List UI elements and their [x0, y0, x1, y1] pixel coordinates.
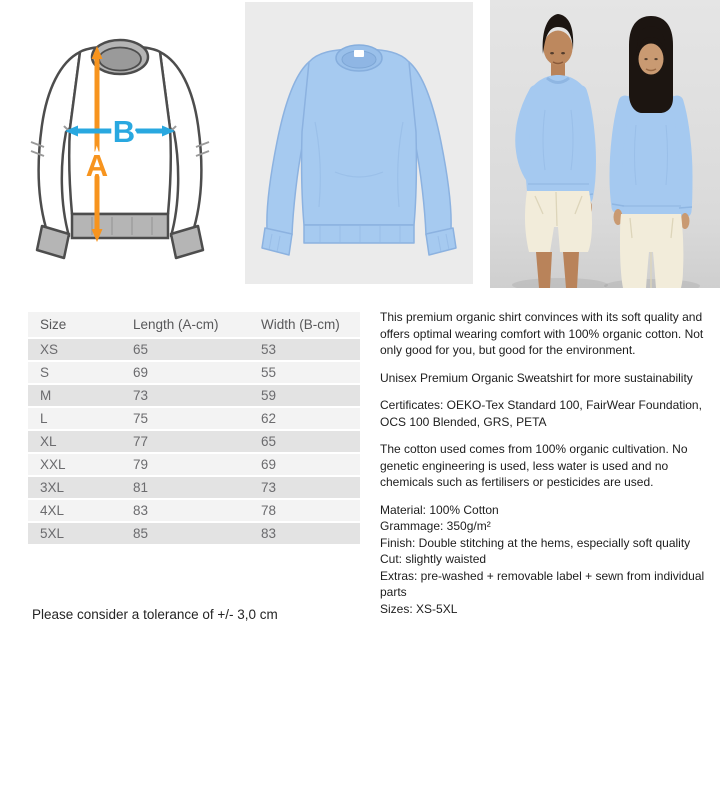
size-cell: S: [28, 361, 121, 384]
product-photo-flat: [245, 2, 473, 284]
size-cell: XXL: [28, 453, 121, 476]
size-diagram-svg: [0, 0, 240, 290]
col-header-size: Size: [28, 312, 121, 338]
width-cell: 73: [249, 476, 360, 499]
width-cell: 55: [249, 361, 360, 384]
spec-finish: Finish: Double stitching at the hems, especially soft quality: [380, 535, 691, 550]
size-cell: XL: [28, 430, 121, 453]
spec-cut: Cut: slightly waisted: [380, 552, 487, 566]
label-a: A: [85, 148, 109, 183]
length-cell: 73: [121, 384, 249, 407]
width-cell: 83: [249, 522, 360, 545]
spec-sizes: Sizes: XS-5XL: [380, 601, 458, 616]
spec-extras: Extras: pre-washed + removable label + sewn from individual parts: [380, 568, 705, 599]
table-row-xxl: [28, 453, 360, 476]
description-product-name: Unisex Premium Organic Sweatshirt for more sustainability: [380, 370, 693, 385]
width-cell: 53: [249, 338, 360, 361]
table-row-xs: [28, 338, 360, 361]
flat-sweatshirt-svg: [245, 2, 473, 284]
length-cell: 79: [121, 453, 249, 476]
size-cell: M: [28, 384, 121, 407]
width-cell: 69: [249, 453, 360, 476]
length-cell: 75: [121, 407, 249, 430]
length-cell: 65: [121, 338, 249, 361]
size-cell: L: [28, 407, 121, 430]
size-cell: 4XL: [28, 499, 121, 522]
col-header-width: Width (B-cm): [249, 312, 360, 338]
tolerance-note: Please consider a tolerance of +/- 3,0 cm: [32, 607, 278, 622]
label-b: B: [112, 114, 136, 149]
neck-label: [354, 50, 364, 57]
size-diagram-image: [0, 0, 240, 290]
length-cell: 85: [121, 522, 249, 545]
size-cell: XS: [28, 338, 121, 361]
size-cell: 3XL: [28, 476, 121, 499]
table-row-l: [28, 407, 360, 430]
table-row-4xl: [28, 499, 360, 522]
length-cell: 81: [121, 476, 249, 499]
product-description: [380, 309, 720, 617]
waistband: [72, 214, 168, 238]
product-photo-models: [490, 0, 720, 288]
length-cell: 83: [121, 499, 249, 522]
length-cell: 77: [121, 430, 249, 453]
table-row-3xl: [28, 476, 360, 499]
width-cell: 65: [249, 430, 360, 453]
length-cell: 69: [121, 361, 249, 384]
models-svg: [490, 0, 720, 288]
size-table-header-row: [28, 312, 360, 338]
width-cell: 78: [249, 499, 360, 522]
spec-grammage: Grammage: 350g/m²: [380, 519, 491, 533]
size-table: [28, 312, 360, 546]
description-cotton: The cotton used comes from 100% organic cultivation. No genetic engineering is used, less water is used and no chemicals such as fertilisers or pesticides are used.: [380, 442, 688, 489]
spec-material: Material: 100% Cotton: [380, 502, 499, 517]
col-header-length: Length (A-cm): [121, 312, 249, 338]
size-cell: 5XL: [28, 522, 121, 545]
table-row-xl: [28, 430, 360, 453]
width-cell: 59: [249, 384, 360, 407]
table-row-m: [28, 384, 360, 407]
table-row-5xl: [28, 522, 360, 545]
width-cell: 62: [249, 407, 360, 430]
description-certificates: Certificates: OEKO-Tex Standard 100, FairWear Foundation, OCS 100 Blended, GRS, PETA: [380, 398, 702, 429]
description-quality: This premium organic shirt convinces with its soft quality and offers optimal wearing comfort with 100% organic cotton. Not only good for you, but good for the environment.: [380, 310, 704, 357]
table-row-s: [28, 361, 360, 384]
